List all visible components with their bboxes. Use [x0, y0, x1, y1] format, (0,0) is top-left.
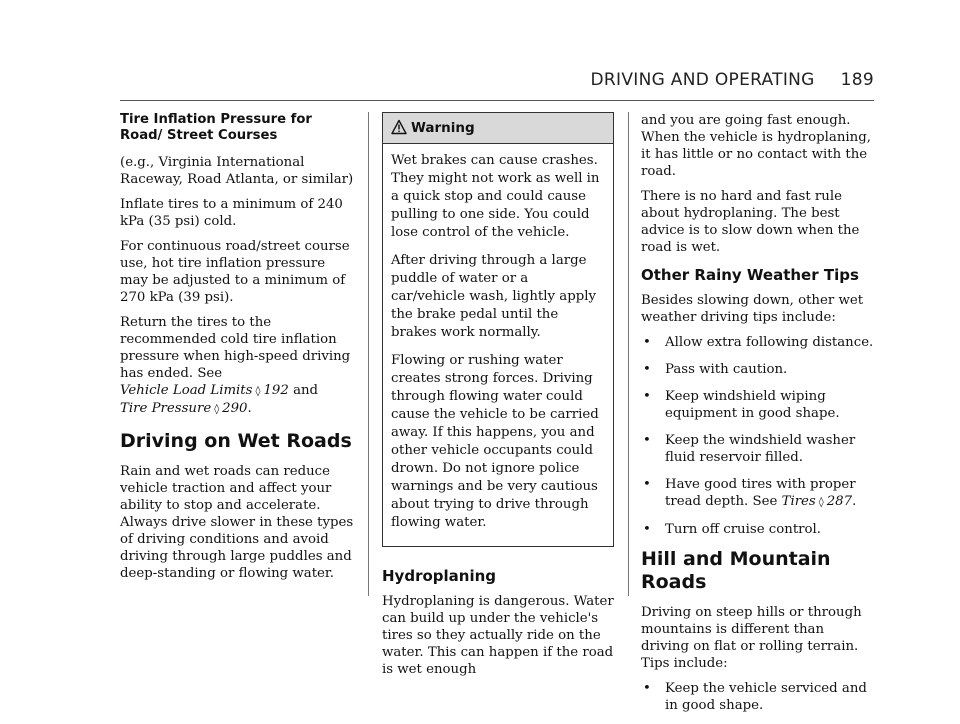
- paragraph: For continuous road/street course use, hot tire inflation pressure may be adjusted to a minimum of 270 kPa (39 psi).: [120, 239, 350, 305]
- list-item: • Keep the vehicle serviced and in good shape.: [643, 681, 867, 713]
- tires-link[interactable]: Tires ◊ 287: [781, 494, 853, 509]
- column-1: [120, 112, 356, 590]
- page-ref-icon: ◊: [818, 497, 824, 508]
- paragraph: Hydroplaning is dangerous. Water can build up under the vehicle's tires so they actually ride on the water. This can happen if the road is wet enough: [382, 594, 614, 677]
- paragraph: Besides slowing down, other wet weather driving tips include:: [641, 293, 864, 325]
- header-rule: [120, 100, 874, 101]
- paragraph-with-references: Return the tires to the recommended cold tire inflation pressure when high-speed driving has ended. See Vehicle Load Limits ◊ 192 and Tire Pressure ◊ 290.: [120, 315, 351, 416]
- warning-paragraph: After driving through a large puddle of water or a car/vehicle wash, lightly apply the brake pedal until the brakes work normally.: [391, 253, 596, 340]
- list-item: • Keep the windshield washer fluid reservoir filled.: [643, 433, 856, 465]
- wet-roads-heading: Driving on Wet Roads: [120, 430, 352, 452]
- paragraph: Rain and wet roads can reduce vehicle traction and affect your ability to stop and accelerate. Always drive slower in these types of driving conditions and avoid driving through large puddles and deep-standing or flowing water.: [120, 464, 354, 581]
- page-ref-icon: ◊: [214, 404, 220, 415]
- warning-box: [382, 112, 614, 547]
- hill-tips-list: [641, 680, 876, 714]
- column-2: [382, 112, 614, 686]
- paragraph: Inflate tires to a minimum of 240 kPa (35 psi) cold.: [120, 197, 343, 229]
- page-header: [591, 70, 874, 90]
- warning-paragraph: Flowing or rushing water creates strong forces. Driving through flowing water could cause the vehicle to be carried away. If this happens, you and other vehicle occupants could drown. Do not ignore police warnings and be very cautious about trying to drive through flowing water.: [391, 353, 599, 530]
- paragraph: and you are going fast enough. When the vehicle is hydroplaning, it has little or no contact with the road.: [641, 113, 871, 179]
- rainy-tips-list: [641, 334, 876, 538]
- list-item: • Pass with caution.: [643, 362, 788, 377]
- column-divider: [368, 112, 369, 596]
- page-number: 189: [840, 70, 874, 90]
- list-item: • Allow extra following distance.: [643, 335, 874, 350]
- vehicle-load-limits-link[interactable]: Vehicle Load Limits ◊ 192: [120, 383, 289, 398]
- warning-title-bar: [383, 113, 613, 144]
- list-item: • Keep windshield wiping equipment in good shape.: [643, 389, 840, 421]
- tire-pressure-link[interactable]: Tire Pressure ◊ 290: [120, 401, 248, 416]
- page-ref-icon: ◊: [255, 386, 261, 397]
- list-item: • Have good tires with proper tread depth. See Tires ◊ 287.: [643, 477, 857, 509]
- warning-triangle-icon: [391, 119, 407, 135]
- warning-title: Warning: [411, 120, 475, 136]
- warning-paragraph: Wet brakes can cause crashes. They might not work as well in a quick stop and could cause pulling to one side. You could lose control of the vehicle.: [391, 153, 600, 240]
- tire-pressure-heading: Tire Inflation Pressure for Road/ Street Courses: [120, 112, 312, 143]
- hill-mountain-heading: Hill and Mountain Roads: [641, 548, 831, 593]
- rainy-tips-heading: Other Rainy Weather Tips: [641, 266, 859, 284]
- warning-body: [383, 144, 613, 546]
- paragraph: Driving on steep hills or through mountains is different than driving on flat or rolling terrain. Tips include:: [641, 605, 862, 671]
- section-title: DRIVING AND OPERATING: [590, 70, 815, 90]
- list-item: • Turn off cruise control.: [643, 522, 821, 537]
- column-3: [628, 112, 876, 724]
- paragraph: There is no hard and fast rule about hydroplaning. The best advice is to slow down when the road is wet.: [641, 189, 860, 255]
- hydroplaning-heading: Hydroplaning: [382, 567, 497, 585]
- paragraph: (e.g., Virginia International Raceway, Road Atlanta, or similar): [120, 155, 354, 187]
